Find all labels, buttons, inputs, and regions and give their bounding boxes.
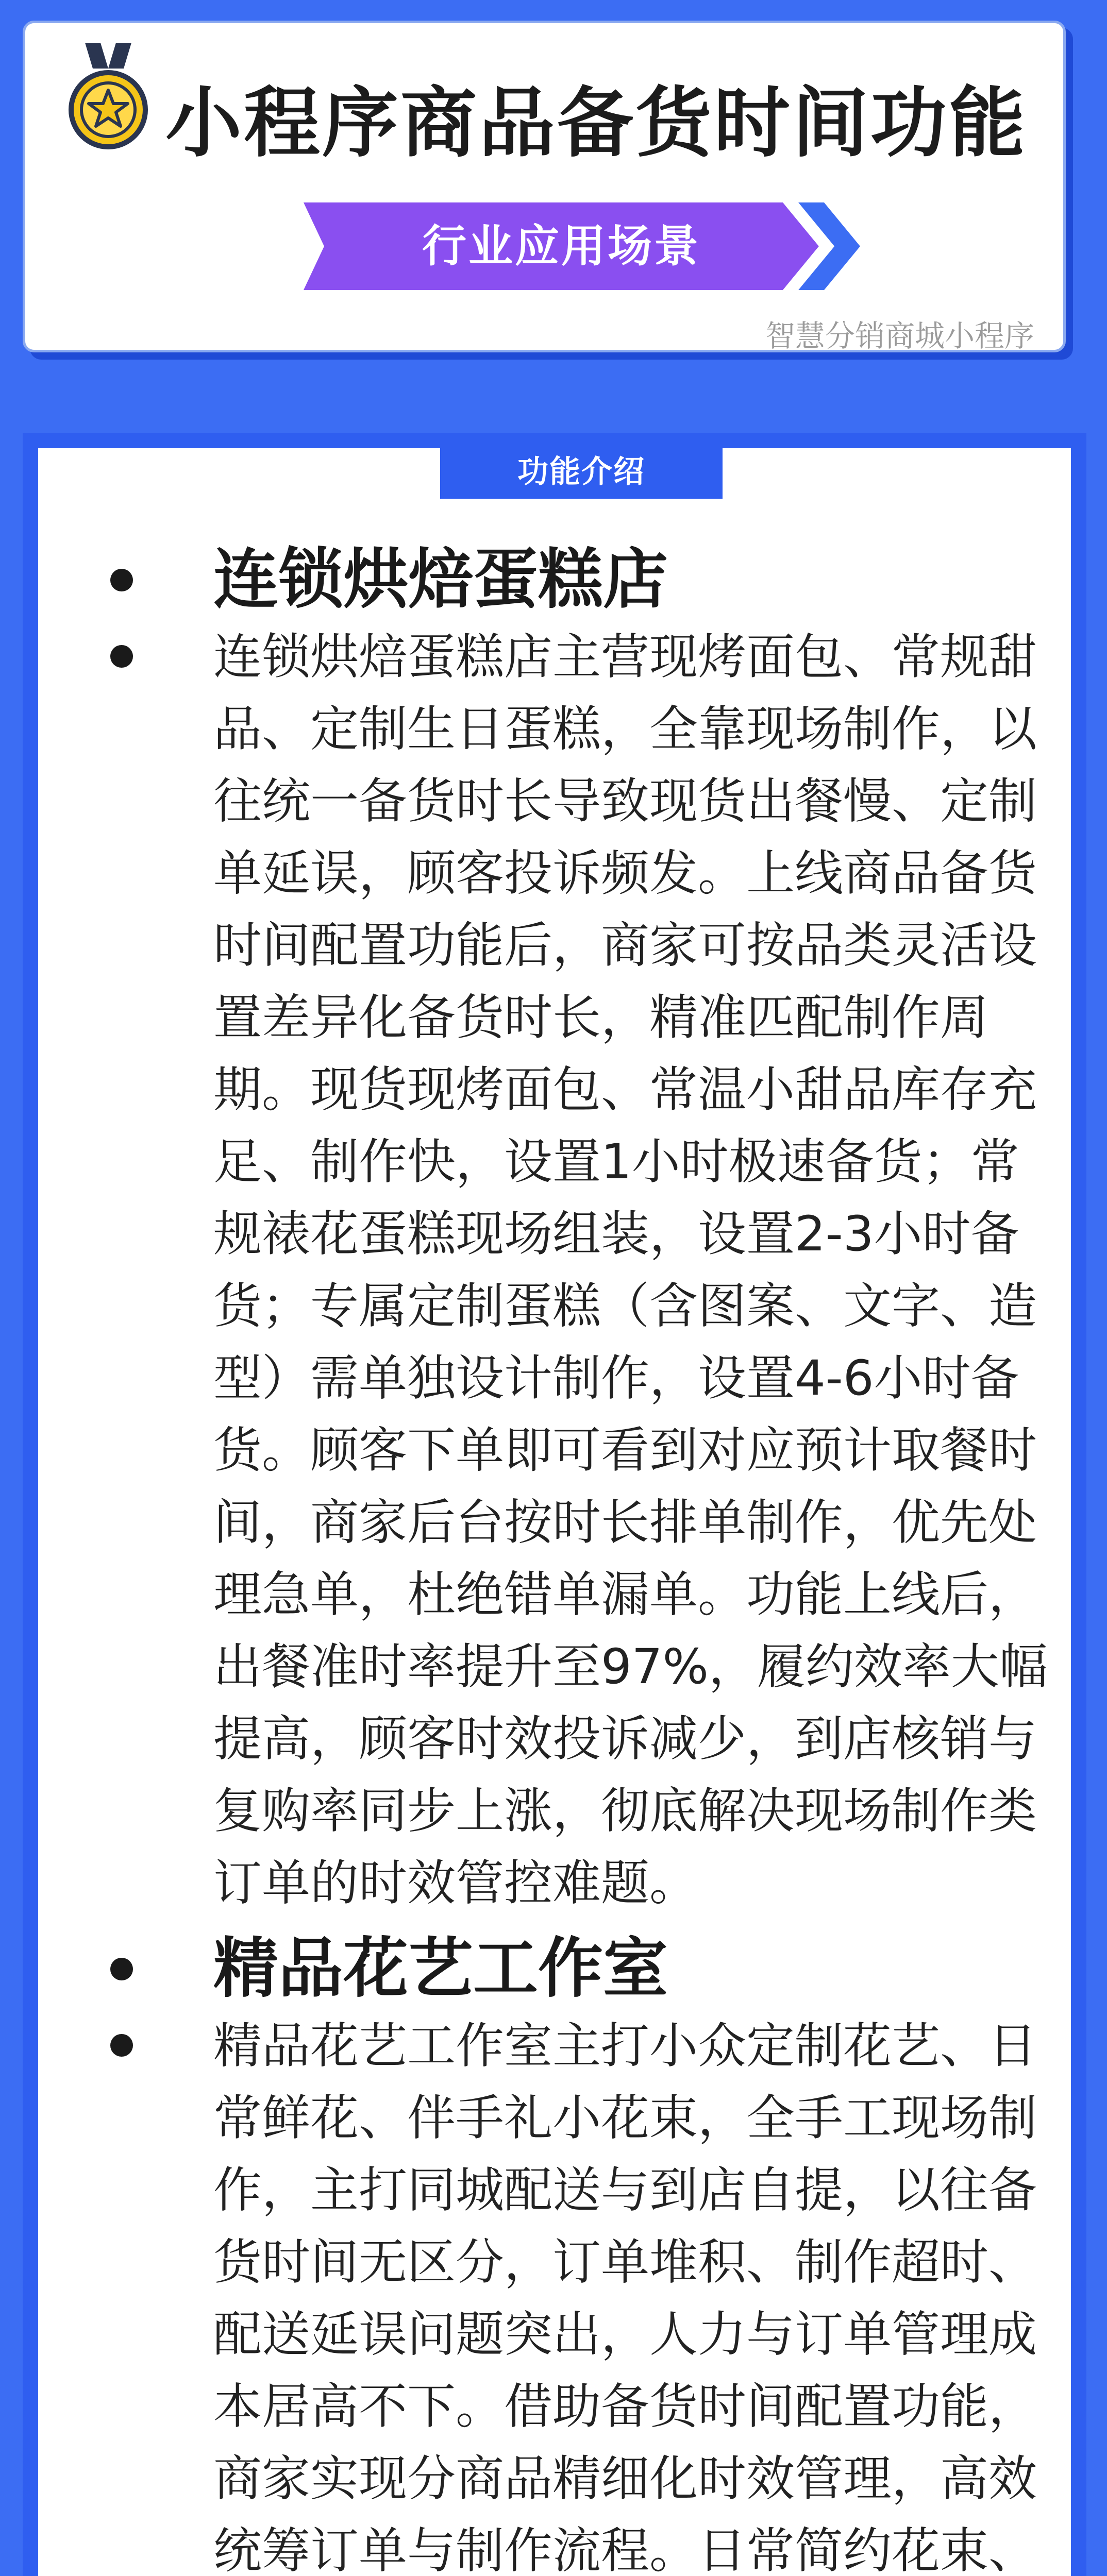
text-line: 规裱花蛋糕现场组装，设置2-3小时备 [213, 1206, 1019, 1262]
text-line: 往统一备货时长导致现货出餐慢、定制 [213, 773, 1037, 829]
bullet-icon [110, 569, 133, 591]
case-paragraph [110, 621, 1053, 1920]
text-line: 货时间无区分，订单堆积、制作超时、 [213, 2234, 1037, 2291]
text-line: 型）需单独设计制作，设置4-6小时备 [213, 1350, 1019, 1406]
text-line: 货。顾客下单即可看到对应预计取餐时 [213, 1422, 1037, 1479]
bullet-icon [110, 2034, 133, 2057]
text-line: 作，主打同城配送与到店自提，以往备 [213, 2162, 1037, 2218]
case-heading-text: 精品花艺工作室 [213, 1930, 668, 2006]
text-line: 复购率同步上涨，彻底解决现场制作类 [213, 1783, 1037, 1839]
article [110, 541, 1053, 2576]
text-line: 时间配置功能后，商家可按品类灵活设 [213, 918, 1037, 974]
text-line: 订单的时效管控难题。 [213, 1855, 698, 1911]
text-line: 货；专属定制蛋糕（含图案、文字、造 [213, 1278, 1037, 1334]
text-line: 商家实现分商品精细化时效管理，高效 [213, 2451, 1037, 2507]
case-heading [110, 541, 1053, 617]
bullet-icon [110, 645, 133, 668]
text-line: 理急单，杜绝错单漏单。功能上线后， [213, 1567, 1037, 1623]
section-tab: 功能介绍 [440, 448, 723, 499]
page-title: 小程序商品备货时间功能 [165, 79, 1027, 167]
header-card [23, 21, 1066, 352]
text-line: 品、定制生日蛋糕，全靠现场制作，以 [213, 701, 1037, 757]
content-card [23, 433, 1086, 2576]
medal-star-icon [64, 43, 152, 151]
case-paragraph [110, 2010, 1053, 2576]
text-line: 出餐准时率提升至97%，履约效率大幅 [213, 1639, 1048, 1695]
text-line: 常鲜花、伴手礼小花束，全手工现场制 [213, 2090, 1037, 2146]
text-line: 本居高不下。借助备货时间配置功能， [213, 2379, 1037, 2435]
text-line: 配送延误问题突出，人力与订单管理成 [213, 2307, 1037, 2363]
ribbon-label: 行业应用场景 [422, 221, 700, 272]
text-line: 间，商家后台按时长排单制作，优先处 [213, 1495, 1037, 1551]
text-line: 置差异化备货时长，精准匹配制作周 [213, 990, 989, 1046]
text-line: 统筹订单与制作流程。日常简约花束、 [213, 2523, 1037, 2576]
case-heading [110, 1930, 1053, 2006]
text-line: 连锁烘焙蛋糕店主营现烤面包、常规甜 [213, 629, 1037, 685]
text-line: 精品花艺工作室主打小众定制花艺、日 [213, 2018, 1037, 2074]
subtitle: 智慧分销商城小程序 [765, 318, 1034, 353]
bullet-icon [110, 1958, 133, 1980]
text-line: 单延误，顾客投诉频发。上线商品备货 [213, 845, 1037, 902]
ribbon-banner [304, 202, 860, 290]
text-line: 足、制作快，设置1小时极速备货；常 [213, 1134, 1019, 1190]
text-line: 期。现货现烤面包、常温小甜品库存充 [213, 1062, 1037, 1118]
case-heading-text: 连锁烘焙蛋糕店 [213, 541, 668, 617]
text-line: 提高，顾客时效投诉减少，到店核销与 [213, 1711, 1037, 1767]
